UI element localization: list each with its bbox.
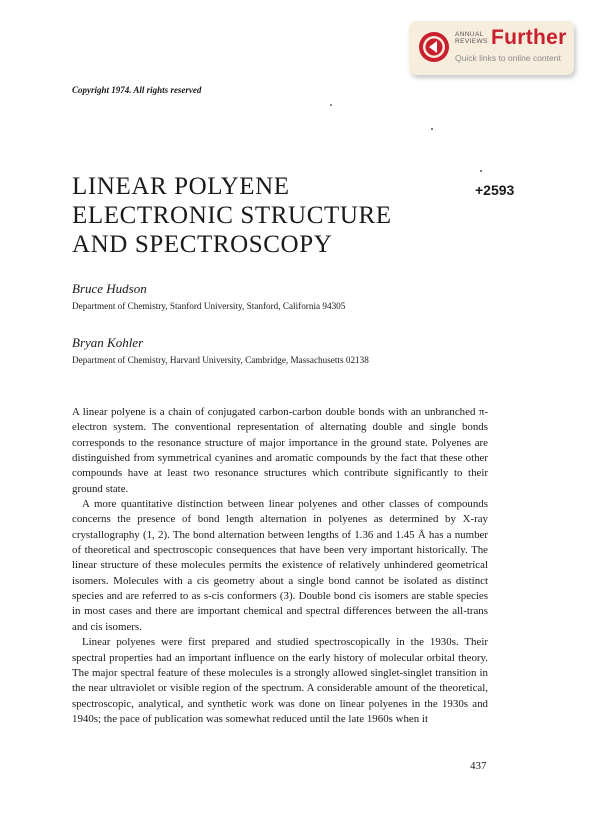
copyright-notice: Copyright 1974. All rights reserved	[72, 85, 202, 95]
article-body	[72, 405, 488, 727]
page-number: 437	[470, 760, 487, 772]
badge-reviews-text: REVIEWS	[455, 38, 488, 45]
badge-publisher	[455, 31, 488, 45]
title-line-2: ELECTRONIC STRUCTURE	[72, 202, 392, 229]
author-name-1: Bruce Hudson	[72, 281, 147, 296]
scan-speck	[480, 170, 482, 172]
paragraph-2: A more quantitative distinction between linear polyenes and other classes of compounds concerns the presence of bond length alternation in polyenes as determined by X-ray crystallography (1, 2). The bond alternation between lengths of 1.36 and 1.45 Å has a number of theoretical and spectroscopic consequences that have been very important historically. The linear structure of these molecules permits the existence of relatively unhindered geometrical isomers. Molecules with a cis geometry about a single bond cannot be isolated as distinct species and are referred to as s-cis conformers (3). Double bond cis isomers are stable species in most cases and there are important chemical and spectral differences between the all-trans and cis isomers.	[72, 498, 488, 633]
badge-further-text: Further	[491, 26, 567, 49]
author-affiliation-1: Department of Chemistry, Stanford University, Stanford, California 94305	[72, 301, 346, 311]
scan-speck	[431, 128, 433, 130]
badge-subtitle: Quick links to online content	[455, 53, 561, 63]
article-title	[72, 172, 392, 259]
scan-speck	[330, 104, 332, 106]
paragraph-3: Linear polyenes were first prepared and studied spectroscopically in the 1930s. Their spectral properties had an important influence on the early history of molecular orbital theory. The major spectral feature of these molecules is a strongly allowed singlet-singlet transition in the near ultraviolet or visible region of the spectrum. A considerable amount of the theoretical, spectroscopic, analytical, and synthetic work was done on linear polyenes in the 1930s and 1940s; the pace of publication was somewhat reduced until the late 1960s when it	[72, 636, 488, 725]
paragraph-1: A linear polyene is a chain of conjugated carbon-carbon double bonds with an unbranched π-electron system. The conventional representation of alternating double and single bonds corresponds to the resonance structure of major importance in the ground state. Polyenes are distinguished from symmetrical cyanines and aromatic compounds by the fact that these other compounds have at least two resonance structures which contribute significantly to their ground state.	[72, 406, 488, 495]
author-name-2: Bryan Kohler	[72, 335, 144, 350]
title-line-3: AND SPECTROSCOPY	[72, 231, 333, 258]
author-affiliation-2: Department of Chemistry, Harvard University, Cambridge, Massachusetts 02138	[72, 355, 369, 365]
accession-number: +2593	[475, 182, 515, 198]
further-badge[interactable]	[409, 21, 574, 75]
badge-annual-text: ANNUAL	[455, 31, 484, 38]
left-arrow-circle-icon	[418, 31, 450, 63]
title-line-1: LINEAR POLYENE	[72, 173, 290, 200]
